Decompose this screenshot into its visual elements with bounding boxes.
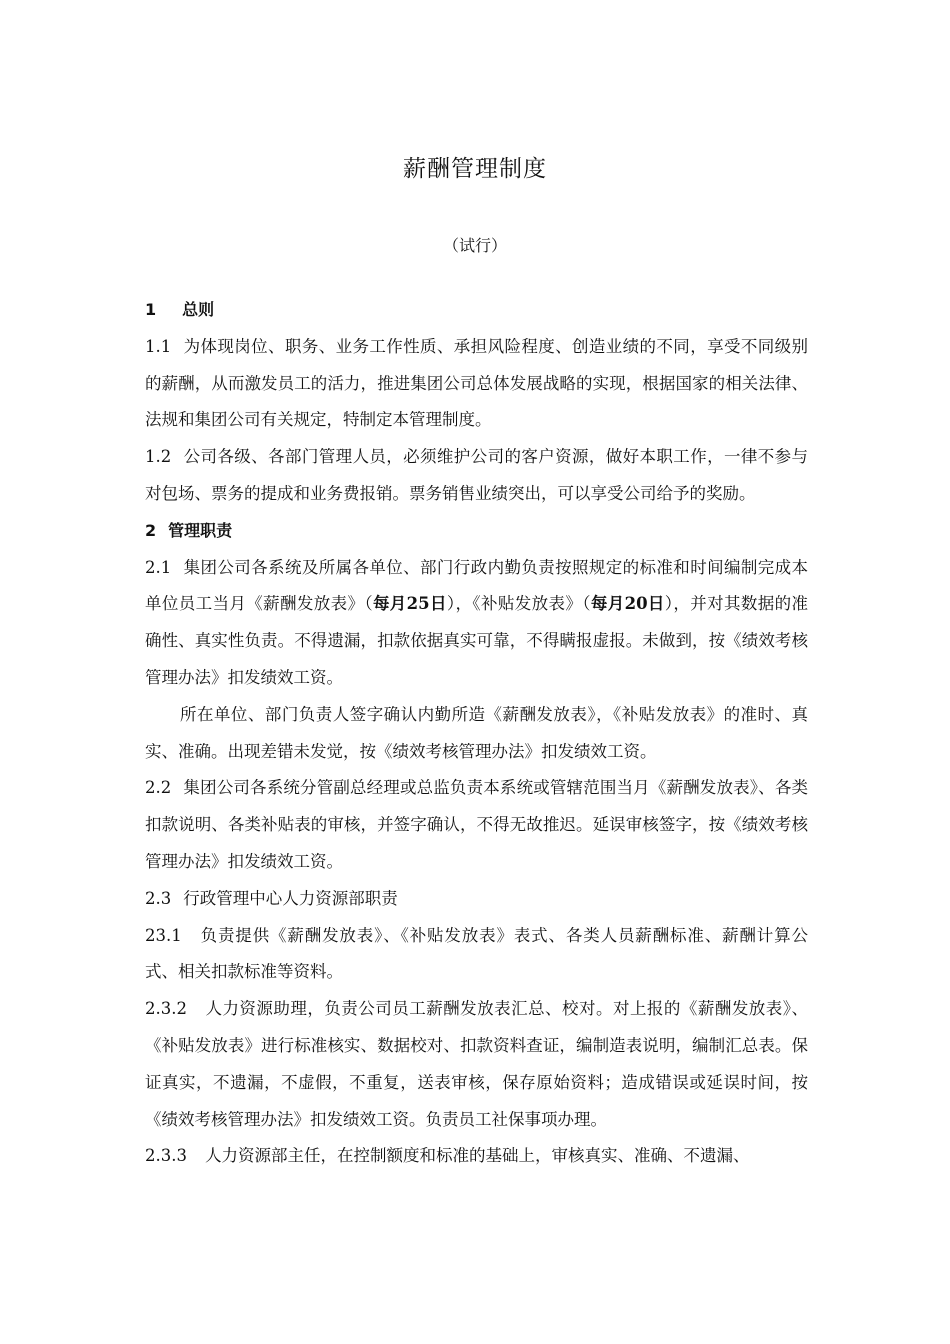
paragraph-1-2 [145, 439, 808, 513]
clause-text: 负责提供《薪酬发放表》、《补贴发放表》表式、各类人员薪酬标准、薪酬计算公式、相关扣款标准等资料。 [145, 925, 808, 982]
clause-number: 2.2 [145, 778, 172, 798]
clause-number: 23.1 [145, 925, 182, 945]
clause-text: 为体现岗位、职务、业务工作性质、承担风险程度、创造业绩的不同，享受不同级别的薪酬，从而激发员工的活力，推进集团公司总体发展战略的实现，根据国家的相关法律、法规和集团公司有关规定，特制定本管理制度。 [145, 336, 808, 430]
section-title: 总则 [182, 300, 215, 319]
paragraph-1-1 [145, 329, 808, 439]
paragraph-2-3-3 [145, 1138, 808, 1175]
clause-text: ），并对其数据的准确性、真实性负责。不得遗漏，扣款依据真实可靠，不得瞒报虚报。未做到，按《绩效考核管理办法》扣发绩效工资。 [145, 594, 809, 687]
section-number: 2 [145, 520, 157, 540]
clause-number: 1.2 [145, 447, 172, 467]
clause-text: ），《补贴发放表》（ [446, 594, 591, 614]
section-heading-2 [145, 513, 808, 550]
section-title: 管理职责 [168, 520, 233, 540]
paragraph-2-3-2 [145, 991, 808, 1138]
clause-number: 1.1 [145, 336, 172, 356]
paragraph-2-3-1 [145, 918, 808, 992]
clause-text: 公司各级、各部门管理人员，必须维护公司的客户资源，做好本职工作，一律不参与对包场、票务的提成和业务费报销。票务销售业绩突出，可以享受公司给予的奖励。 [145, 447, 808, 503]
paragraph-2-1 [145, 550, 808, 697]
paragraph-2-1-continued [145, 697, 808, 771]
deadline-subsidy: 每月20日 [590, 594, 665, 614]
document-title: 薪酬管理制度 [403, 156, 547, 182]
clause-number: 2.1 [145, 557, 172, 577]
clause-number: 2.3.3 [145, 1146, 187, 1166]
clause-text: 集团公司各系统及所属各单位、部门行政内勤负责按照规定的标准和时间编制完成本单位员工当月《薪酬发放表》（ [145, 557, 808, 614]
paragraph-2-3 [145, 881, 808, 918]
clause-text: 所在单位、部门负责人签字确认内勤所造《薪酬发放表》，《补贴发放表》的准时、真实、准确。出现差错未发觉，按《绩效考核管理办法》扣发绩效工资。 [145, 704, 808, 761]
clause-text: 人力资源部主任，在控制额度和标准的基础上，审核真实、准确、不遗漏、 [204, 1146, 750, 1166]
clause-number: 2.3 [145, 888, 172, 908]
deadline-salary: 每月25日 [372, 594, 447, 614]
clause-number: 2.3.2 [145, 999, 187, 1019]
clause-text: 人力资源助理，负责公司员工薪酬发放表汇总、校对。对上报的《薪酬发放表》、《补贴发放表》进行标准核实、数据校对、扣款资料查证，编制造表说明，编制汇总表。保证真实，不遗漏，不虚假，不重复，送表审核，保存原始资料；造成错误或延误时间，按《绩效考核管理办法》扣发绩效工资。负责员工社保事项办理。 [145, 999, 808, 1129]
document-body [145, 292, 808, 1175]
section-number: 1 [145, 300, 157, 319]
paragraph-2-2 [145, 770, 808, 880]
clause-text: 行政管理中心人力资源部职责 [183, 888, 398, 908]
document-subtitle: （试行） [442, 236, 507, 255]
clause-text: 集团公司各系统分管副总经理或总监负责本系统或管辖范围当月《薪酬发放表》、各类扣款说明、各类补贴表的审核，并签字确认，不得无故推迟。延误审核签字，按《绩效考核管理办法》扣发绩效工资。 [145, 778, 808, 871]
section-heading-1 [145, 292, 808, 329]
